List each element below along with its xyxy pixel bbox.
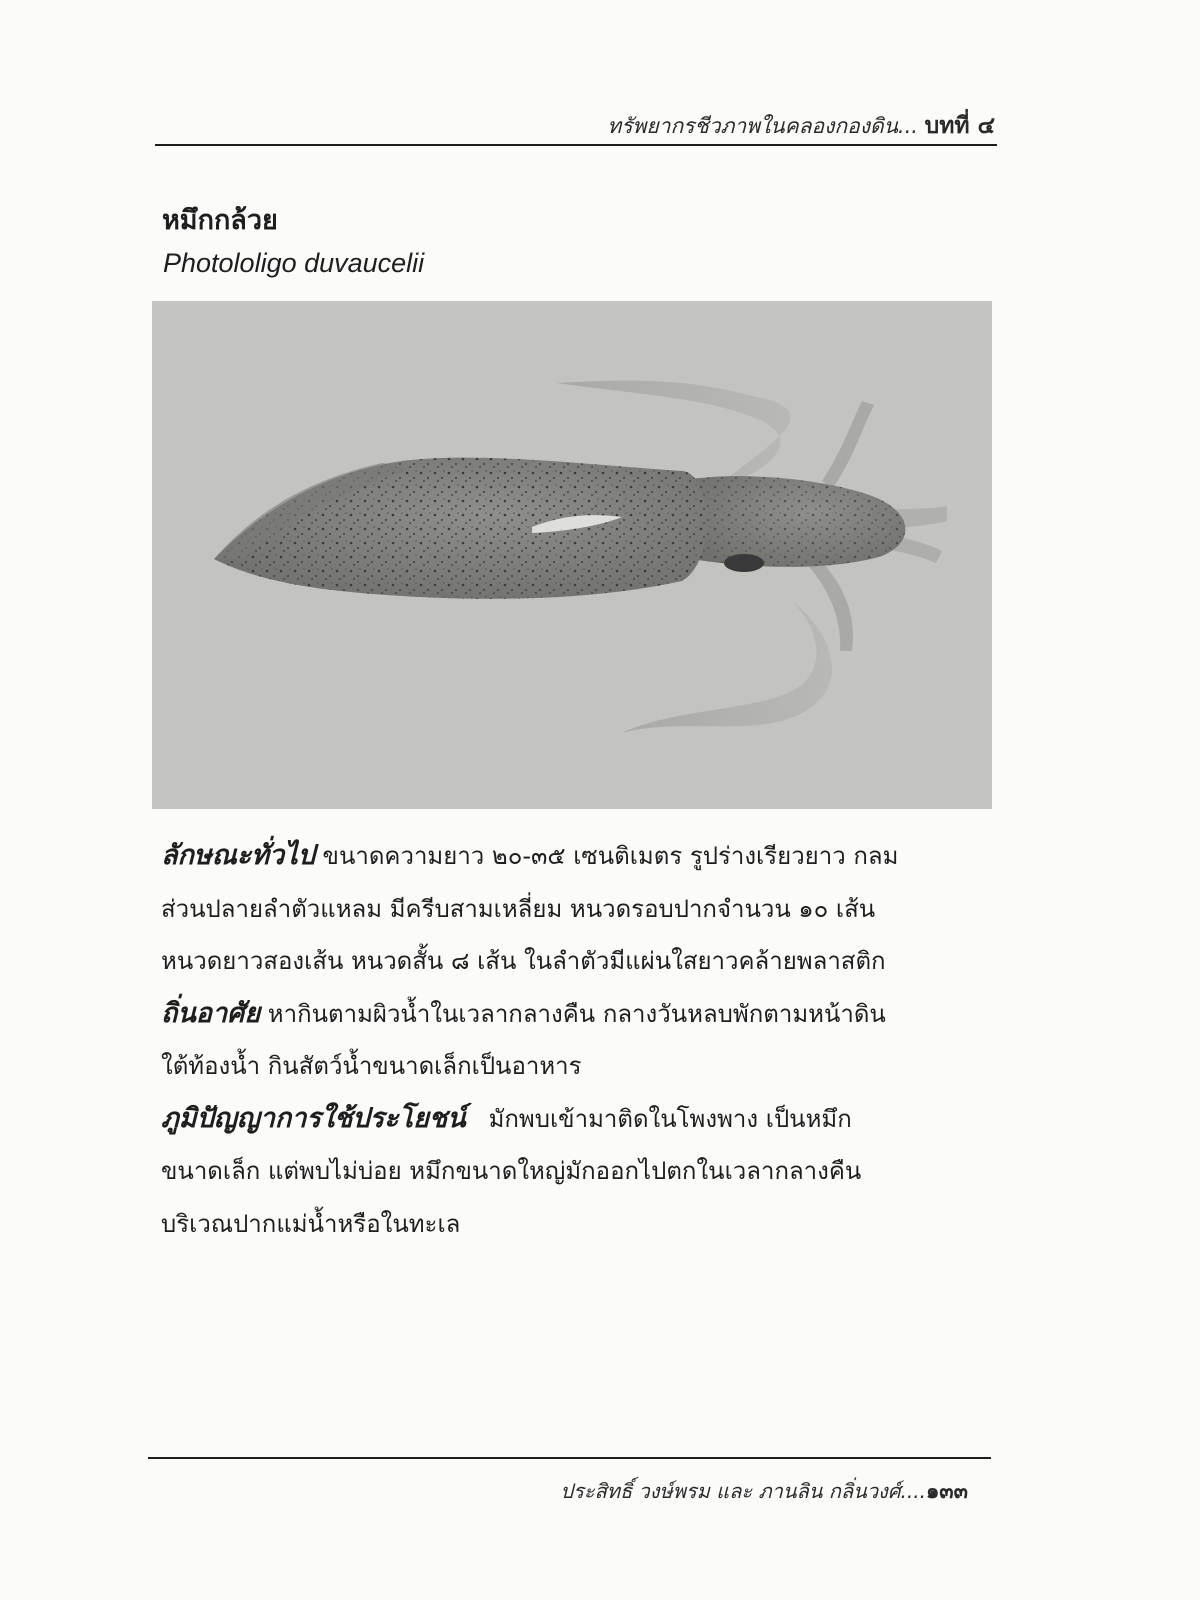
footer-authors: ประสิทธิ์ วงษ์พรม และ ภานลิน กลิ่นวงศ์.... [560,1479,926,1503]
habitat-line-1 [161,988,991,1041]
footer-rule [148,1457,991,1459]
general-text-2: ส่วนปลายลำตัวแหลม มีครีบสามเหลี่ยม หนวดรอบปากจำนวน ๑๐ เส้น [161,894,876,923]
habitat-text-1: หากินตามผิวน้ำในเวลากลางคืน กลางวันหลบพักตามหน้าดิน [260,999,886,1028]
header-chapter: บทที่ ๔ [924,113,995,139]
habitat-term: ถิ่นอาศัย [161,997,261,1029]
general-text-1: ขนาดความยาว ๒๐-๓๕ เซนติเมตร รูปร่างเรียวยาว กลม [314,842,899,870]
running-header [155,108,995,144]
header-rule [155,144,997,146]
running-footer [150,1475,968,1508]
general-text-3: หนวดยาวสองเส้น หนวดสั้น ๘ เส้น ในลำตัวมีแผ่นใสยาวคล้ายพลาสติก [161,947,886,975]
wisdom-line-1 [161,1093,991,1146]
species-description [161,830,991,1250]
wisdom-text-2: ขนาดเล็ก แต่พบไม่บ่อย หมึกขนาดใหญ่มักออกไปตกในเวลากลางคืน [161,1157,862,1185]
eye [724,554,764,572]
species-thai-name: หมึกกล้วย [162,205,278,236]
species-scientific-name: Photololigo duvaucelii [163,248,425,278]
page-number: ๑๓๓ [925,1479,968,1503]
general-term: ลักษณะทั่วไป [161,840,315,871]
habitat-text-2: ใต้ท้องน้ำ กินสัตว์น้ำขนาดเล็กเป็นอาหาร [161,1052,582,1080]
general-line-1 [161,830,991,883]
wisdom-text-3: บริเวณปากแม่น้ำหรือในทะเล [161,1209,461,1238]
squid-photo [152,301,992,809]
wisdom-term: ภูมิปัญญาการใช้ประโยชน์ [161,1102,466,1134]
wisdom-text-1: มักพบเข้ามาติดในโพงพาง เป็นหมึก [465,1104,852,1133]
header-book-title: ทรัพยากรชีวภาพในคลองกองดิน... [607,114,918,138]
